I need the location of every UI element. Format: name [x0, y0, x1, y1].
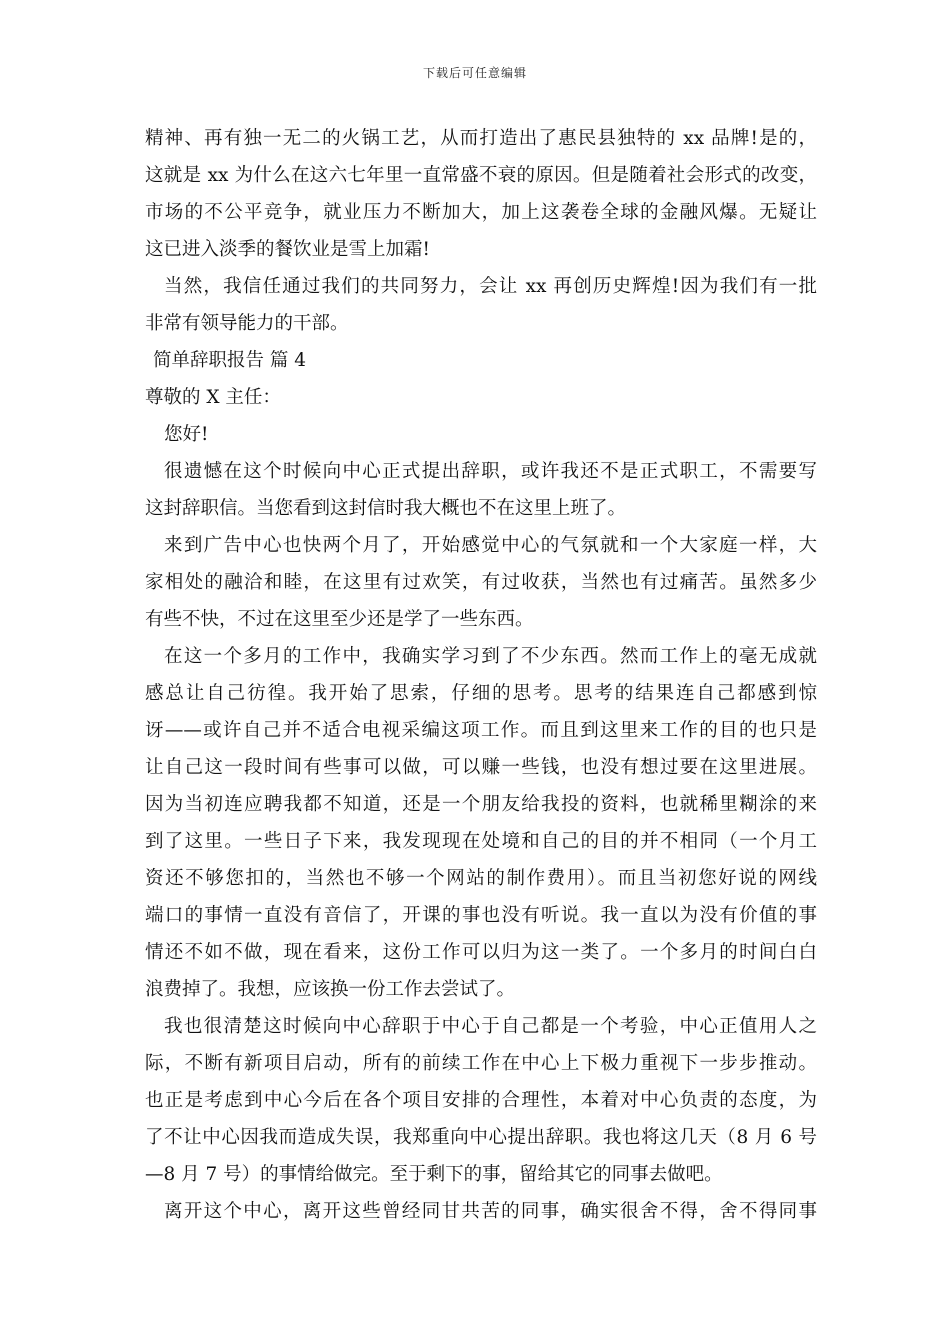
text-line: 讶——或许自己并不适合电视采编这项工作。而且到这里来工作的目的也只是 [145, 720, 817, 741]
text-line: 了不让中心因我而造成失误，我郑重向中心提出辞职。我也将这几天（8 月 6 号 [145, 1127, 817, 1148]
text-line: 因为当初连应聘我都不知道，还是一个朋友给我投的资料，也就稀里糊涂的来 [145, 794, 817, 815]
text-line: 在这一个多月的工作中，我确实学习到了不少东西。然而工作上的毫无成就 [164, 646, 817, 667]
text-line: 这封辞职信。当您看到这封信时我大概也不在这里上班了。 [145, 498, 627, 519]
section-heading: 简单辞职报告 篇 4 [153, 350, 307, 371]
text-line: 精神、再有独一无二的火锅工艺，从而打造出了惠民县独特的 xx 品牌!是的， [145, 128, 817, 149]
text-line: 市场的不公平竞争，就业压力不断加大，加上这袭卷全球的金融风爆。无疑让 [145, 202, 817, 223]
text-line: 际，不断有新项目启动，所有的前续工作在中心上下极力重视下一步步推动。 [145, 1053, 817, 1074]
text-line: 情还不如不做，现在看来，这份工作可以归为这一类了。一个多月的时间白白 [145, 942, 817, 963]
text-line: 资还不够您扣的，当然也不够一个网站的制作费用）。而且当初您好说的网线 [145, 868, 817, 889]
text-line: 家相处的融洽和睦，在这里有过欢笑，有过收获，当然也有过痛苦。虽然多少 [145, 572, 817, 593]
text-line: 端口的事情一直没有音信了，开课的事也没有听说。我一直以为没有价值的事 [145, 905, 817, 926]
text-line: 也正是考虑到中心今后在各个项目安排的合理性，本着对中心负责的态度，为 [145, 1090, 817, 1111]
text-line: 尊敬的 X 主任： [145, 387, 281, 408]
page-header: 下载后可任意编辑 [422, 66, 527, 80]
text-line: 让自己这一段时间有些事可以做，可以赚一些钱，也没有想过要在这里进展。 [145, 757, 817, 778]
text-line: 感总让自己彷徨。我开始了思索，仔细的思考。思考的结果连自己都感到惊 [145, 683, 817, 704]
text-line: 来到广告中心也快两个月了，开始感觉中心的气氛就和一个大家庭一样，大 [164, 535, 817, 556]
text-line: 很遗憾在这个时候向中心正式提出辞职，或许我还不是正式职工，不需要写 [164, 461, 817, 482]
text-line: 有些不快，不过在这里至少还是学了一些东西。 [145, 609, 534, 630]
text-line: 非常有领导能力的干部。 [145, 313, 349, 334]
text-line: 这就是 xx 为什么在这六七年里一直常盛不衰的原因。但是随着社会形式的改变， [145, 165, 817, 186]
text-line: 离开这个中心，离开这些曾经同甘共苦的同事，确实很舍不得，舍不得同事 [164, 1201, 817, 1222]
text-line: 浪费掉了。我想，应该换一份工作去尝试了。 [145, 979, 516, 1000]
text-line: 这已进入淡季的餐饮业是雪上加霜! [145, 239, 430, 260]
text-line: 我也很清楚这时候向中心辞职于中心于自己都是一个考验，中心正值用人之 [164, 1016, 817, 1037]
text-line: 到了这里。一些日子下来，我发现现在处境和自己的目的并不相同（一个月工 [145, 831, 817, 852]
text-line: 您好! [164, 424, 209, 445]
text-line: —8 月 7 号）的事情给做完。至于剩下的事，留给其它的同事去做吧。 [145, 1164, 723, 1185]
document-body [145, 120, 817, 1230]
text-line: 当然，我信任通过我们的共同努力，会让 xx 再创历史辉煌!因为我们有一批 [164, 276, 817, 297]
